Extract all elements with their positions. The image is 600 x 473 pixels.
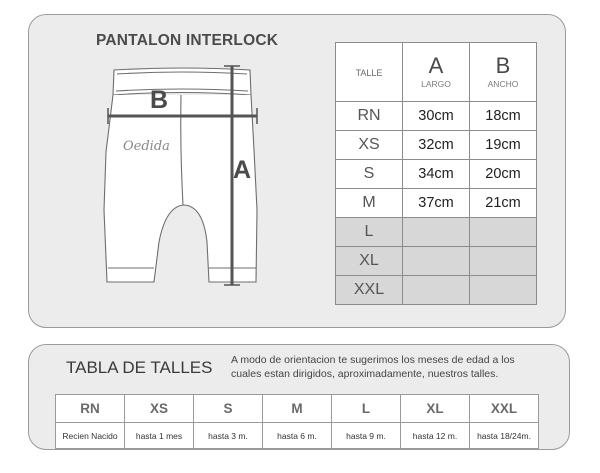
product-title: PANTALON INTERLOCK <box>96 32 279 49</box>
table-row <box>336 160 537 189</box>
age-size-cell: RN <box>56 395 125 423</box>
largo-cell: 30cm <box>403 102 470 131</box>
age-cell: hasta 1 mes <box>125 423 194 449</box>
tabla-description: A modo de orientacion te sugerimos los meses de edad a los cuales estan dirigidos, aproximadamente, nuestros talles. <box>231 354 515 380</box>
table-row <box>336 247 537 276</box>
size-cell: M <box>336 189 403 218</box>
size-cell: XL <box>336 247 403 276</box>
largo-cell <box>403 276 470 305</box>
largo-cell: 34cm <box>403 160 470 189</box>
col-b-sub: ANCHO <box>487 79 519 89</box>
ancho-cell: 21cm <box>470 189 537 218</box>
ancho-cell <box>470 218 537 247</box>
age-cell: hasta 9 m. <box>332 423 401 449</box>
size-cell: RN <box>336 102 403 131</box>
size-cell: L <box>336 218 403 247</box>
size-row <box>56 395 539 423</box>
ancho-cell <box>470 247 537 276</box>
age-size-cell: XL <box>401 395 470 423</box>
age-row <box>56 423 539 449</box>
table-row <box>336 189 537 218</box>
talle-header: TALLE <box>355 68 383 78</box>
largo-cell: 32cm <box>403 131 470 160</box>
ancho-cell: 19cm <box>470 131 537 160</box>
size-cell: S <box>336 160 403 189</box>
largo-cell: 37cm <box>403 189 470 218</box>
age-cell: hasta 3 m. <box>194 423 263 449</box>
table-row <box>336 131 537 160</box>
col-b-letter: B <box>495 53 511 78</box>
table-row <box>336 276 537 305</box>
tabla-title: TABLA DE TALLES <box>66 358 213 377</box>
ancho-cell: 20cm <box>470 160 537 189</box>
col-a-letter: A <box>428 53 444 78</box>
age-size-cell: S <box>194 395 263 423</box>
ancho-cell <box>470 276 537 305</box>
measure-label-b: B <box>150 86 169 114</box>
age-size-cell: L <box>332 395 401 423</box>
col-a-sub: LARGO <box>421 79 451 89</box>
age-cell: hasta 6 m. <box>263 423 332 449</box>
age-cell: hasta 12 m. <box>401 423 470 449</box>
brand-logo: Oedida <box>123 139 170 154</box>
age-cell: hasta 18/24m. <box>470 423 539 449</box>
table-row <box>336 218 537 247</box>
age-size-cell: M <box>263 395 332 423</box>
largo-cell <box>403 218 470 247</box>
age-cell: Recien Nacido <box>56 423 125 449</box>
measure-label-a: A <box>233 156 252 184</box>
size-cell: XXL <box>336 276 403 305</box>
table-row <box>336 102 537 131</box>
largo-cell <box>403 247 470 276</box>
size-table <box>335 42 537 305</box>
age-size-cell: XXL <box>470 395 539 423</box>
size-cell: XS <box>336 131 403 160</box>
ancho-cell: 18cm <box>470 102 537 131</box>
age-table <box>55 394 539 449</box>
age-size-cell: XS <box>125 395 194 423</box>
